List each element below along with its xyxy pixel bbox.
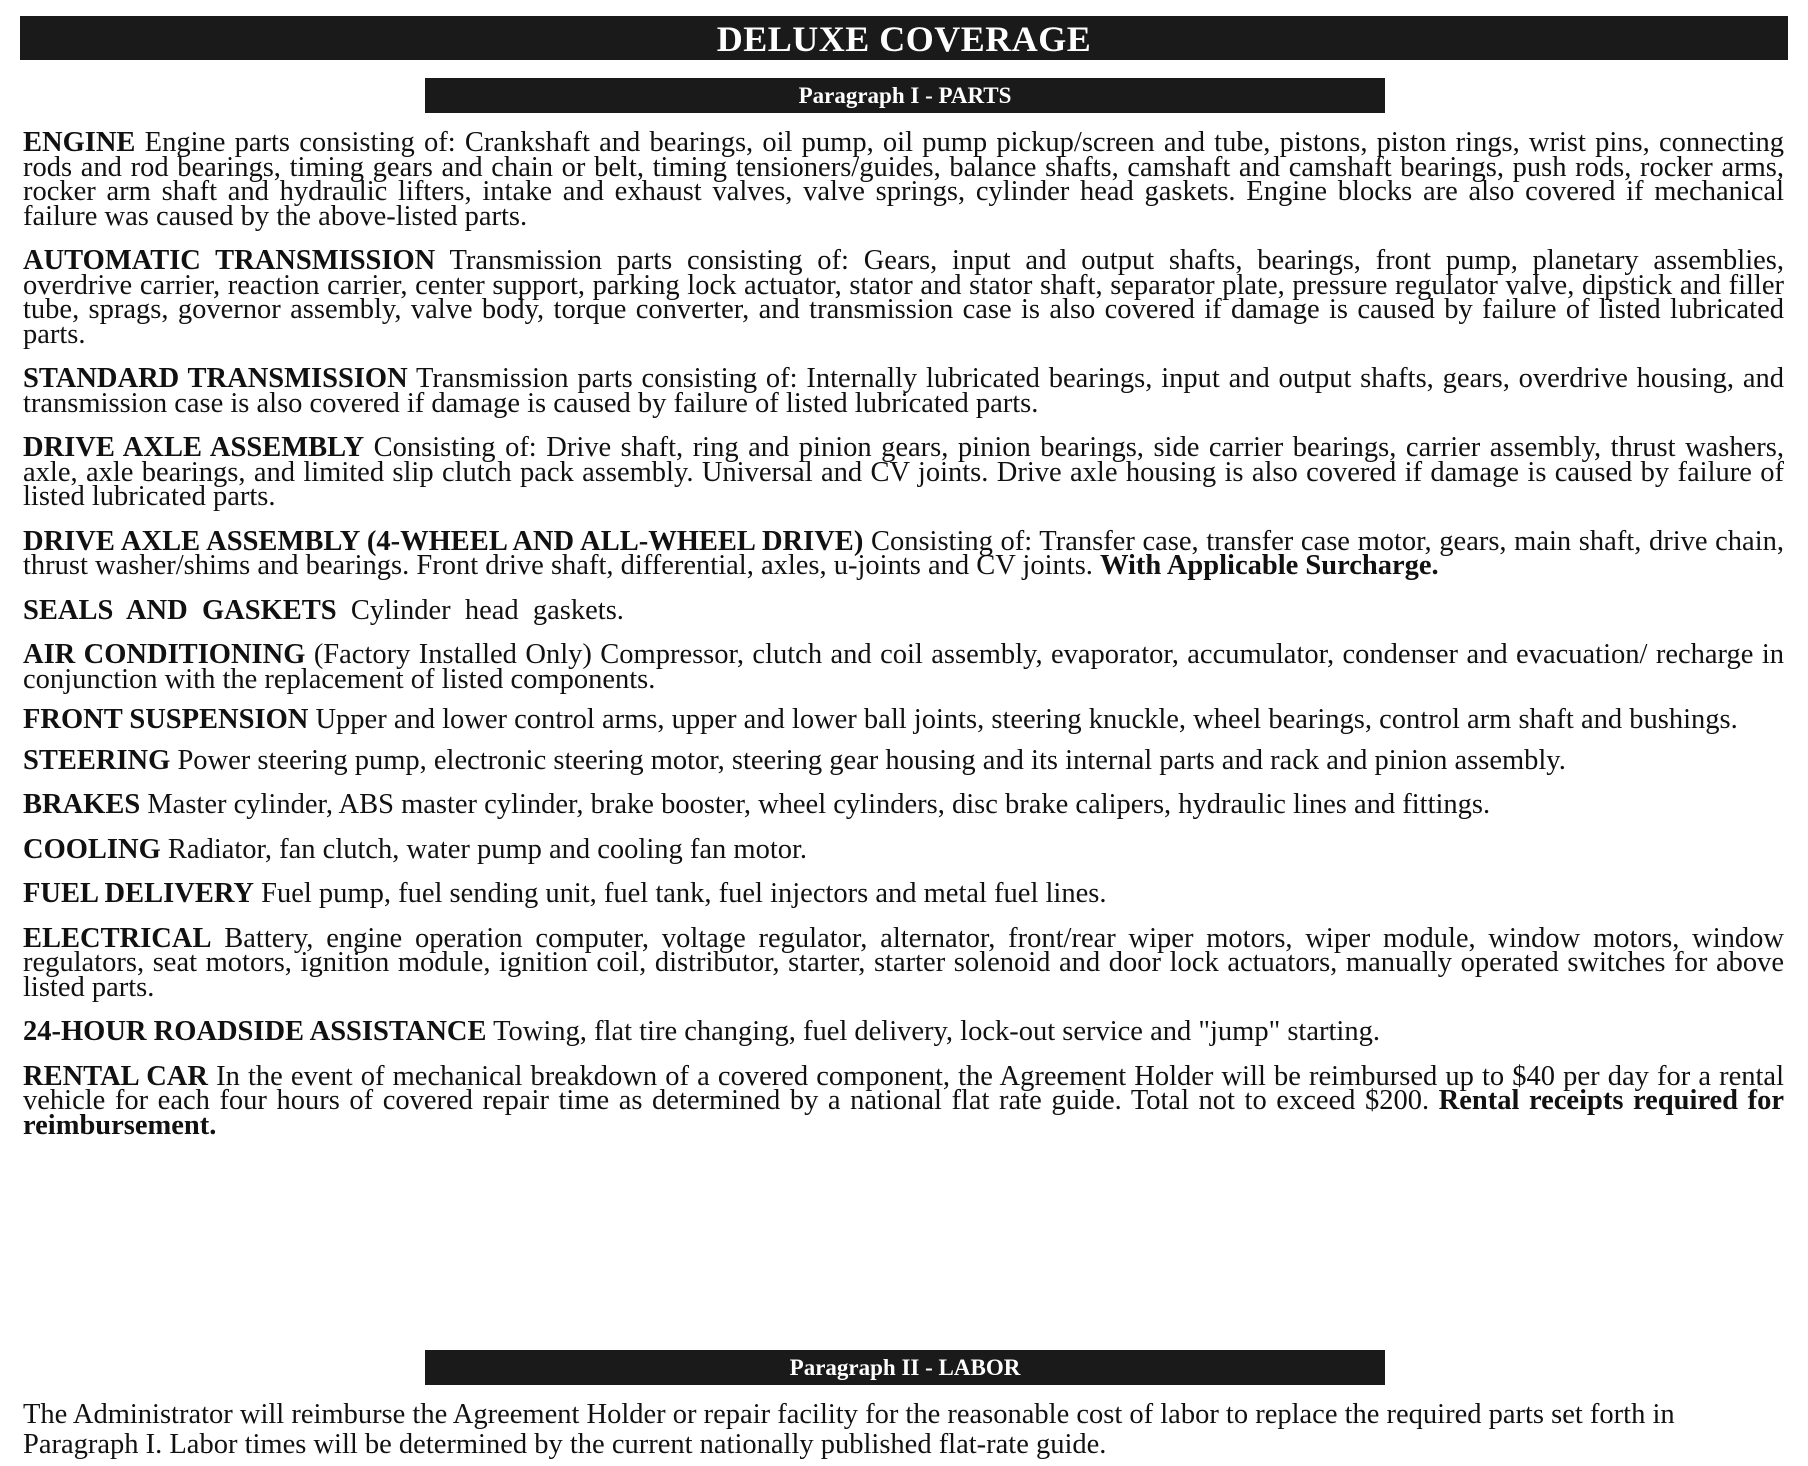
entry-text: Battery, engine operation computer, voltage regulator, alternator, front/rear wiper motors, wiper module, window motors, window regulators, seat motors, ignition module, ignition coil, distributor, starter, starter solenoid and door lock actuators, manually operated switches for above listed parts.: [23, 922, 1784, 1003]
entry-label: SEALS AND GASKETS: [23, 594, 337, 626]
entry-label: AIR CONDITIONING: [23, 639, 306, 670]
coverage-entry-front-suspension: [23, 704, 1784, 735]
entry-label: STANDARD TRANSMISSION: [23, 363, 408, 394]
entry-label: FRONT SUSPENSION: [23, 704, 309, 735]
coverage-entry-drive-axle-4wd: [23, 525, 1784, 581]
coverage-entry-engine: [23, 127, 1784, 232]
coverage-entry-rental-car: [23, 1060, 1784, 1141]
entry-label: DRIVE AXLE ASSEMBLY (4-WHEEL AND ALL-WHEEL DRIVE): [23, 525, 864, 557]
entry-label: COOLING: [23, 833, 161, 865]
entry-label: RENTAL CAR: [23, 1060, 208, 1092]
coverage-entry-air-conditioning: [23, 639, 1784, 695]
coverage-entry-cooling: [23, 833, 1784, 865]
coverage-entry-automatic-transmission: [23, 245, 1784, 350]
coverage-title: DELUXE COVERAGE: [20, 16, 1788, 60]
entry-text: Consisting of: Transfer case, transfer case motor, gears, main shaft, drive chain, thrust washer/shims and bearings. Front drive shaft, differential, axles, u-joints and CV joints.: [23, 525, 1784, 581]
entry-emphasis: Rental receipts required for reimbursement.: [23, 1085, 1784, 1141]
entry-text: Cylinder head gaskets.: [336, 594, 624, 626]
parts-list: [20, 127, 1788, 1141]
entry-label: BRAKES: [23, 789, 141, 820]
coverage-entry-steering: [23, 744, 1784, 776]
coverage-entry-electrical: [23, 922, 1784, 1003]
coverage-entry-brakes: [23, 789, 1784, 820]
entry-text: Engine parts consisting of: Crankshaft and bearings, oil pump, oil pump pickup/screen and tube, pistons, piston rings, wrist pins, connecting rods and rod bearings, timing gears and chain or belt, timing tensioners/guides, balance shafts, camshaft and camshaft bearings, push rods, rocker arms, rocker arm shaft and hydraulic lifters, intake and exhaust valves, valve springs, cylinder head gaskets. Engine blocks are also covered if mechanical failure was caused by the above-listed parts.: [23, 127, 1784, 232]
entry-label: FUEL DELIVERY: [23, 878, 255, 909]
entry-label: ENGINE: [23, 127, 136, 158]
entry-emphasis: With Applicable Surcharge.: [1100, 550, 1439, 581]
coverage-entry-roadside-assistance: [23, 1016, 1784, 1047]
entry-label: 24-HOUR ROADSIDE ASSISTANCE: [23, 1016, 487, 1047]
coverage-entry-seals-gaskets: [23, 594, 1784, 626]
entry-label: ELECTRICAL: [23, 922, 212, 954]
coverage-document: [20, 16, 1788, 1460]
entry-label: AUTOMATIC TRANSMISSION: [23, 245, 436, 276]
labor-text: The Administrator will reimburse the Agreement Holder or repair facility for the reasonable cost of labor to replace the required parts set forth in Paragraph I. Labor times will be determined by the current nationally published flat-rate guide.: [23, 1399, 1675, 1460]
coverage-entry-fuel-delivery: [23, 878, 1784, 909]
entry-text: Consisting of: Drive shaft, ring and pinion gears, pinion bearings, side carrier bearings, carrier assembly, thrust washers, axle, axle bearings, and limited slip clutch pack assembly. Universal and CV joints. Drive axle housing is also covered if damage is caused by failure of listed lubricated parts.: [23, 432, 1784, 512]
entry-text: Radiator, fan clutch, water pump and cooling fan motor.: [160, 833, 808, 865]
coverage-entry-standard-transmission: [23, 363, 1784, 419]
entry-label: DRIVE AXLE ASSEMBLY: [23, 432, 365, 463]
entry-text: Upper and lower control arms, upper and lower ball joints, steering knuckle, wheel bearings, control arm shaft and bushings.: [308, 704, 1738, 735]
parts-heading: Paragraph I - PARTS: [425, 78, 1385, 113]
entry-text: (Factory Installed Only) Compressor, clutch and coil assembly, evaporator, accumulator, condenser and evacuation/ recharge in conjunction with the replacement of listed components.: [23, 639, 1784, 695]
entry-text: In the event of mechanical breakdown of a covered component, the Agreement Holder will be reimbursed up to $40 per day for a rental vehicle for each four hours of covered repair time as determined by a national flat rate guide. Total not to exceed $200.: [23, 1060, 1784, 1116]
entry-text: Fuel pump, fuel sending unit, fuel tank, fuel injectors and metal fuel lines.: [254, 878, 1107, 909]
entry-text: Transmission parts consisting of: Internally lubricated bearings, input and output shafts, gears, overdrive housing, and transmission case is also covered if damage is caused by failure of listed lubricated parts.: [23, 363, 1784, 419]
entry-label: STEERING: [23, 744, 171, 776]
entry-text: Power steering pump, electronic steering motor, steering gear housing and its internal parts and rack and pinion assembly.: [170, 744, 1566, 776]
entry-text: Transmission parts consisting of: Gears, input and output shafts, bearings, front pump, planetary assemblies, overdrive carrier, reaction carrier, center support, parking lock actuator, stator and stator shaft, separator plate, pressure regulator valve, dipstick and filler tube, sprags, governor assembly, valve body, torque converter, and transmission case is also covered if damage is caused by failure of listed lubricated parts.: [23, 245, 1784, 350]
entry-text: Towing, flat tire changing, fuel delivery, lock-out service and "jump" starting.: [486, 1016, 1380, 1047]
coverage-entry-drive-axle: [23, 432, 1784, 512]
labor-heading: Paragraph II - LABOR: [425, 1350, 1385, 1385]
entry-text: Master cylinder, ABS master cylinder, brake booster, wheel cylinders, disc brake calipers, hydraulic lines and fittings.: [140, 789, 1491, 820]
